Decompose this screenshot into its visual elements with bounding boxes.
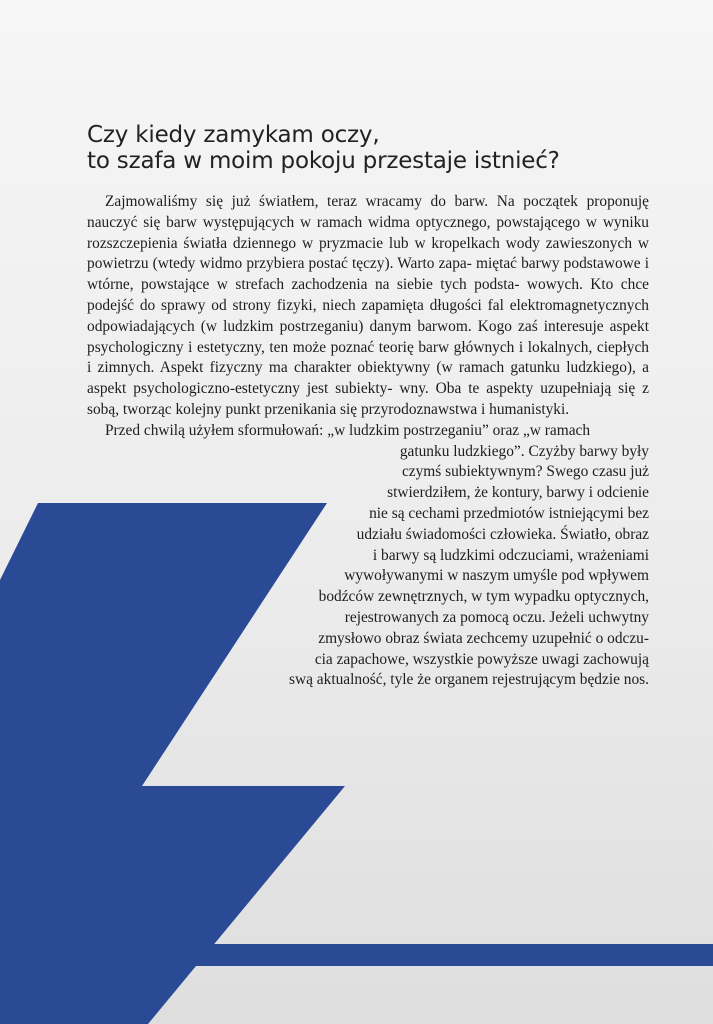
paragraph-2-line: swą aktualność, tyle że organem rejestrującym będzie nos. <box>289 671 649 689</box>
bolt-lower-shape <box>0 944 190 1024</box>
body-text <box>87 192 649 691</box>
title-line-1: Czy kiedy zamykam oczy, <box>87 122 380 148</box>
paragraph-2-line: gatunku ludzkiego”. Czyżby barwy były <box>399 442 649 460</box>
paragraph-2-line: nie są cechami przedmiotów istniejącymi bez <box>369 504 649 522</box>
paragraph-2-line: bodźców zewnętrznych, w tym wypadku optycznych, <box>318 588 649 606</box>
paragraph-2-line: zmysłowo obraz świata zechcemy uzupełnić o odczu- <box>318 629 649 647</box>
paragraph-2-line: i barwy są ludzkimi odczuciami, wrażeniami <box>372 546 649 564</box>
paragraph-1: Zajmowaliśmy się już światłem, teraz wracamy do barw. Na początek proponuję nauczyć się barw występujących w ramach widma optycznego, powstającego w wyniku rozszczepienia światła dziennego w pryzmacie lub w kropelkach wody zawieszonych w powietrzu (wtedy widmo przybiera postać tęczy). Warto zapa- miętać barwy podstawowe i wtórne, powstające w strefach zachodzenia na siebie tych podsta- wowych. Kto chce podejść do sprawy od strony fizyki, niech zapamięta długości fal elektromagnetycznych odpowiadających (w ludzkim postrzeganiu) danym barwom. Kogo zaś interesuje aspekt psychologiczny i estetyczny, ten może poznać teorię barw głównych i lokalnych, ciepłych i zimnych. Aspekt fizyczny ma charakter obiektywny (w ramach gatunku ludzkiego), a aspekt psychologiczno-estetyczny jest subiekty- wny. Oba te aspekty uzupełniają się z sobą, tworząc kolejny punkt przenikania się przyrodoznawstwa i humanistyki. <box>87 193 649 418</box>
paragraph-2 <box>87 421 649 691</box>
paragraph-2-line: Przed chwilą użyłem sformułowań: „w ludzkim postrzeganiu” oraz „w ramach <box>105 421 591 439</box>
title-line-2: to szafa w moim pokoju przestaje istnieć? <box>87 148 560 174</box>
paragraph-2-line: wywoływanymi w naszym umyśle pod wpływem <box>344 567 649 585</box>
page-title <box>87 122 647 174</box>
paragraph-2-line: czymś subiektywnym? Swego czasu już <box>401 463 649 481</box>
paragraph-2-line: rejestrowanych za pomocą oczu. Jeżeli uchwytny <box>344 608 649 626</box>
paragraph-2-line: udziału świadomości człowieka. Światło, obraz <box>356 525 649 543</box>
paragraph-2-line: cia zapachowe, wszystkie powyższe uwagi zachowują <box>314 650 649 668</box>
paragraph-2-line: stwierdziłem, że kontury, barwy i odcienie <box>387 484 649 502</box>
horizontal-blue-bar <box>178 944 713 966</box>
